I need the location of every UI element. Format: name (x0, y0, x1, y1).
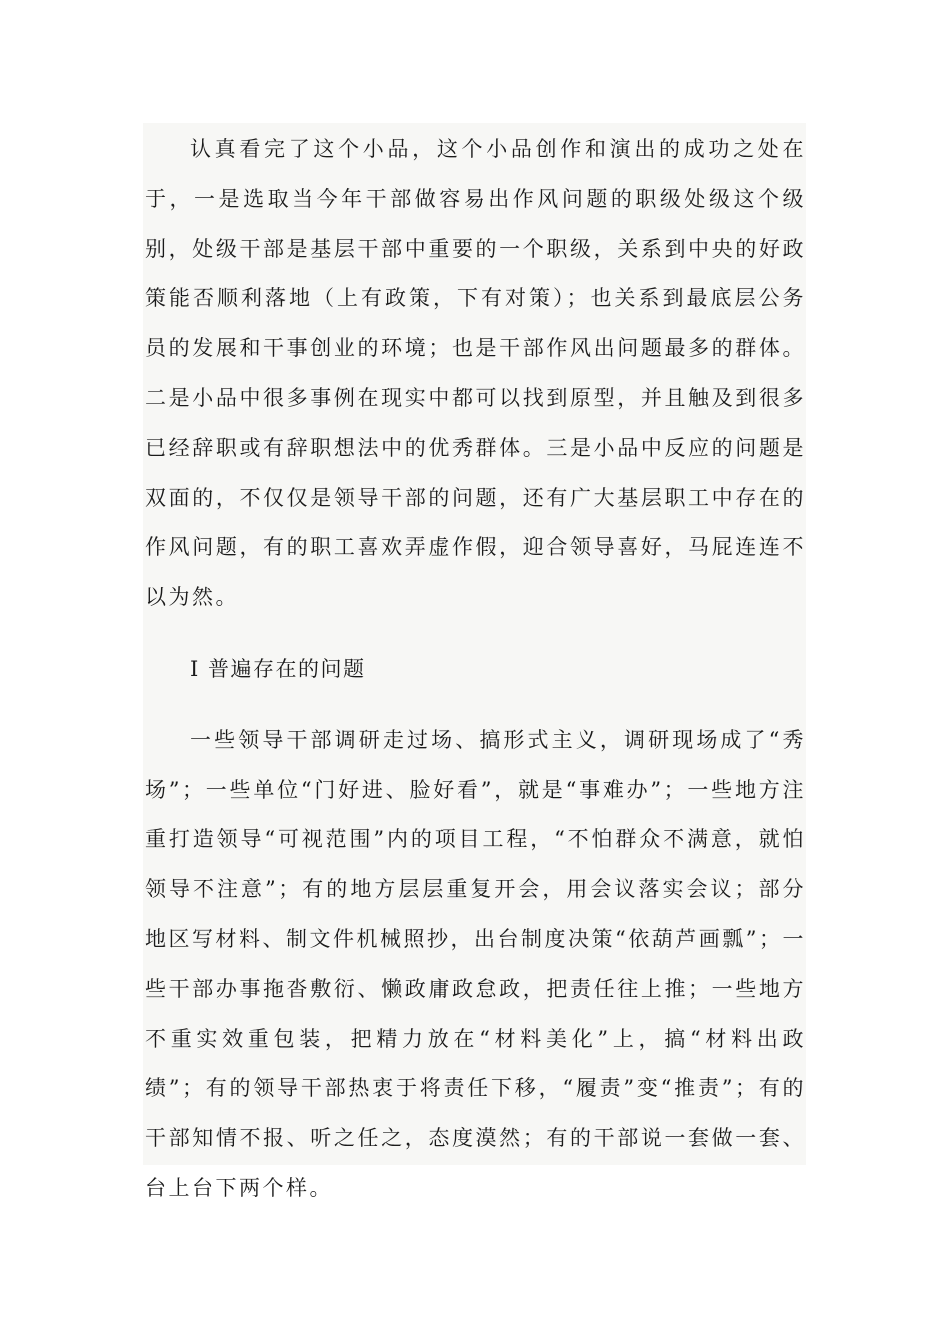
intro-paragraph: 认真看完了这个小品，这个小品创作和演出的成功之处在于，一是选取当今年干部做容易出作风问题的职级处级这个级别，处级干部是基层干部中重要的一个职级，关系到中央的好政策能否顺利落地（上有政策，下有对策）；也关系到最底层公务员的发展和干事创业的环境；也是干部作风出问题最多的群体。二是小品中很多事例在现实中都可以找到原型，并且触及到很多已经辞职或有辞职想法中的优秀群体。三是小品中反应的问题是双面的，不仅仅是领导干部的问题，还有广大基层职工中存在的作风问题，有的职工喜欢弄虚作假，迎合领导喜好，马屁连连不以为然。 (145, 137, 806, 610)
section-heading: I 普遍存在的问题 (190, 656, 366, 681)
document-text-block (143, 123, 806, 1200)
section-paragraph: 一些领导干部调研走过场、搞形式主义，调研现场成了“秀场”；一些单位“门好进、脸好看”，就是“事难办”；一些地方注重打造领导“可视范围”内的项目工程，“不怕群众不满意，就怕领导不注意”；有的地方层层重复开会，用会议落实会议；部分地区写材料、制文件机械照抄，出台制度决策“依葫芦画瓢”；一些干部办事拖沓敷衍、懒政庸政怠政，把责任往上推；一些地方不重实效重包装，把精力放在“材料美化”上，搞“材料出政绩”；有的领导干部热衷于将责任下移，“履责”变“推责”；有的干部知情不报、听之任之，态度漠然；有的干部说一套做一套、台上台下两个样。 (145, 727, 806, 1200)
